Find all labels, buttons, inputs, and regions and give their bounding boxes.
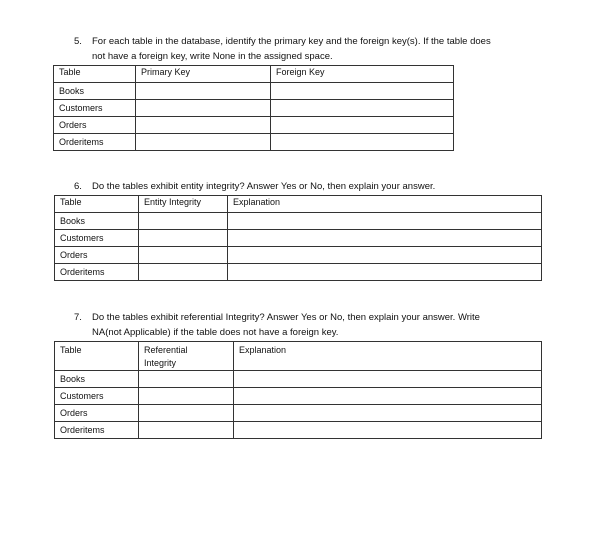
row-label-orderitems: Orderitems bbox=[55, 264, 139, 281]
table-row bbox=[55, 422, 542, 439]
foreign-key-cell[interactable] bbox=[271, 100, 454, 117]
explanation-cell[interactable] bbox=[234, 371, 542, 388]
header-explanation: Explanation bbox=[228, 196, 542, 213]
primary-key-cell[interactable] bbox=[136, 134, 271, 151]
header-primary-key: Primary Key bbox=[136, 66, 271, 83]
header-table: Table bbox=[54, 66, 136, 83]
entity-integrity-cell[interactable] bbox=[139, 247, 228, 264]
row-label-books: Books bbox=[54, 83, 136, 100]
question-6-table bbox=[54, 195, 542, 281]
table-row bbox=[55, 230, 542, 247]
question-5-table bbox=[53, 65, 454, 151]
table-row bbox=[54, 83, 454, 100]
row-label-books: Books bbox=[55, 213, 139, 230]
header-table: Table bbox=[55, 196, 139, 213]
table-row bbox=[55, 388, 542, 405]
question-5-line-2: not have a foreign key, write None in the assigned space. bbox=[92, 51, 333, 62]
referential-integrity-cell[interactable] bbox=[139, 405, 234, 422]
foreign-key-cell[interactable] bbox=[271, 83, 454, 100]
question-6-line-1: Do the tables exhibit entity integrity? Answer Yes or No, then explain your answer. bbox=[92, 181, 436, 192]
referential-integrity-cell[interactable] bbox=[139, 371, 234, 388]
referential-integrity-cell[interactable] bbox=[139, 388, 234, 405]
explanation-cell[interactable] bbox=[228, 230, 542, 247]
header-entity-integrity: Entity Integrity bbox=[139, 196, 228, 213]
question-5-line-1: For each table in the database, identify the primary key and the foreign key(s). If the table does bbox=[92, 36, 491, 47]
explanation-cell[interactable] bbox=[234, 422, 542, 439]
table-row bbox=[55, 371, 542, 388]
foreign-key-cell[interactable] bbox=[271, 117, 454, 134]
table-header-row bbox=[54, 66, 454, 83]
entity-integrity-cell[interactable] bbox=[139, 230, 228, 247]
row-label-customers: Customers bbox=[55, 388, 139, 405]
table-row bbox=[54, 100, 454, 117]
row-label-customers: Customers bbox=[54, 100, 136, 117]
row-label-books: Books bbox=[55, 371, 139, 388]
row-label-orderitems: Orderitems bbox=[55, 422, 139, 439]
header-referential-integrity: Referential Integrity bbox=[139, 342, 234, 371]
table-row bbox=[55, 405, 542, 422]
explanation-cell[interactable] bbox=[234, 388, 542, 405]
table-row bbox=[55, 213, 542, 230]
table-header-row bbox=[55, 342, 542, 371]
primary-key-cell[interactable] bbox=[136, 100, 271, 117]
explanation-cell[interactable] bbox=[234, 405, 542, 422]
question-7-number: 7. bbox=[74, 312, 82, 323]
primary-key-cell[interactable] bbox=[136, 117, 271, 134]
row-label-customers: Customers bbox=[55, 230, 139, 247]
row-label-orders: Orders bbox=[55, 405, 139, 422]
explanation-cell[interactable] bbox=[228, 264, 542, 281]
question-5-number: 5. bbox=[74, 36, 82, 47]
table-row bbox=[54, 134, 454, 151]
header-explanation: Explanation bbox=[234, 342, 542, 371]
table-row bbox=[55, 264, 542, 281]
entity-integrity-cell[interactable] bbox=[139, 264, 228, 281]
table-row bbox=[54, 117, 454, 134]
referential-integrity-cell[interactable] bbox=[139, 422, 234, 439]
header-table: Table bbox=[55, 342, 139, 371]
question-7-table bbox=[54, 341, 542, 439]
explanation-cell[interactable] bbox=[228, 213, 542, 230]
explanation-cell[interactable] bbox=[228, 247, 542, 264]
question-7-line-2: NA(not Applicable) if the table does not have a foreign key. bbox=[92, 327, 339, 338]
primary-key-cell[interactable] bbox=[136, 83, 271, 100]
table-row bbox=[55, 247, 542, 264]
table-header-row bbox=[55, 196, 542, 213]
row-label-orders: Orders bbox=[54, 117, 136, 134]
row-label-orderitems: Orderitems bbox=[54, 134, 136, 151]
row-label-orders: Orders bbox=[55, 247, 139, 264]
question-7-line-1: Do the tables exhibit referential Integrity? Answer Yes or No, then explain your answer. Write bbox=[92, 312, 480, 323]
question-6-number: 6. bbox=[74, 181, 82, 192]
foreign-key-cell[interactable] bbox=[271, 134, 454, 151]
entity-integrity-cell[interactable] bbox=[139, 213, 228, 230]
header-foreign-key: Foreign Key bbox=[271, 66, 454, 83]
